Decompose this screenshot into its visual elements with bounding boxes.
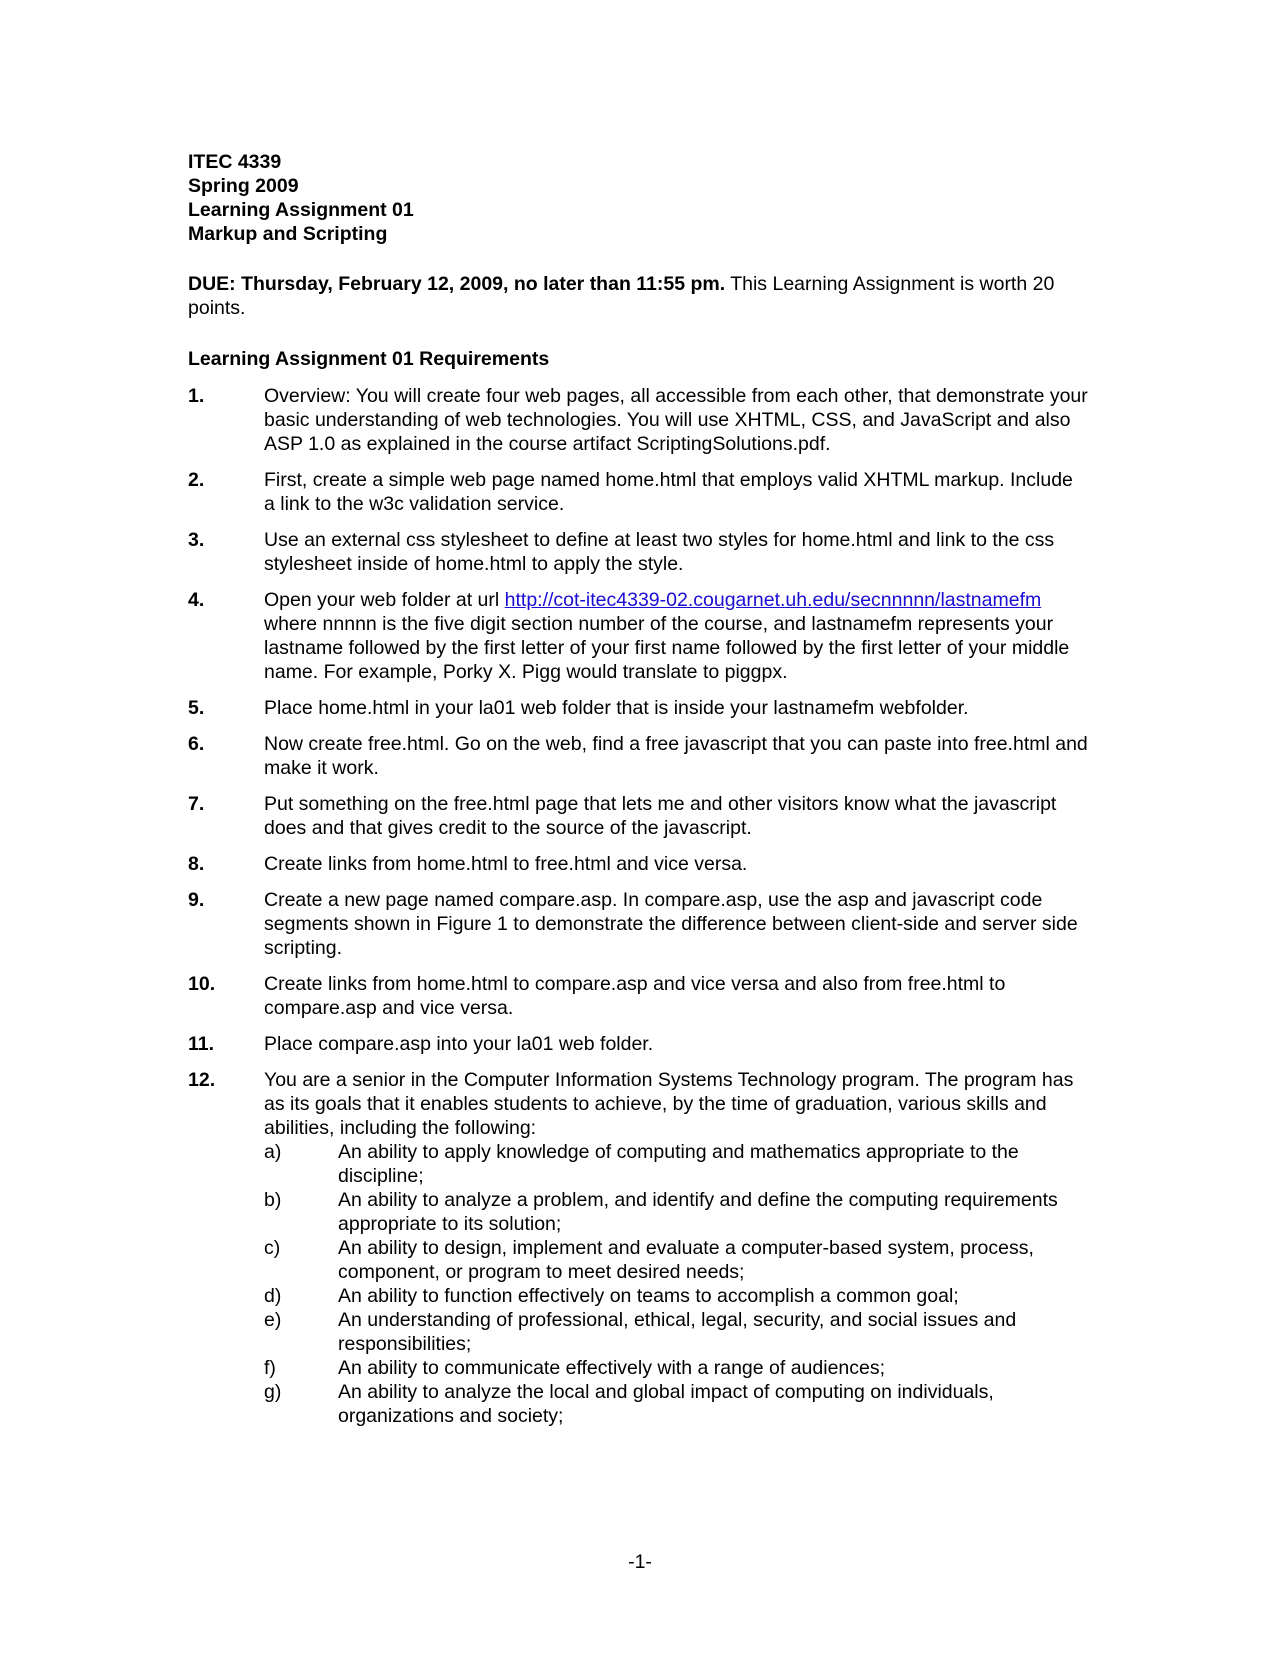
- list-item: [188, 732, 1088, 780]
- item-text-pre: Open your web folder at url: [264, 589, 505, 611]
- goal-text: An ability to communicate effectively with a range of audiences;: [338, 1357, 886, 1379]
- item-text: Create links from home.html to free.html and vice versa.: [264, 853, 748, 875]
- item-text: Place home.html in your la01 web folder that is inside your lastnamefm webfolder.: [264, 697, 969, 719]
- goal-letter: e): [264, 1309, 282, 1331]
- term: Spring 2009: [188, 175, 299, 197]
- goal-letter: b): [264, 1189, 282, 1211]
- item-number: 11.: [188, 1033, 215, 1055]
- goal-text: An understanding of professional, ethical, legal, security, and social issues and responsibilities;: [338, 1309, 1017, 1355]
- item-text: Create links from home.html to compare.asp and vice versa and also from free.html to compare.asp and vice versa.: [264, 973, 1006, 1019]
- web-folder-link[interactable]: http://cot-itec4339-02.cougarnet.uh.edu/secnnnnn/lastnamefm: [504, 589, 1042, 611]
- goal-text: An ability to analyze the local and global impact of computing on individuals, organizations and society;: [338, 1381, 994, 1427]
- program-goals-list: [264, 1140, 1088, 1428]
- item-number: 12.: [188, 1069, 216, 1091]
- goal-text: An ability to apply knowledge of computing and mathematics appropriate to the discipline;: [338, 1141, 1019, 1187]
- due-points: This Learning Assignment is worth 20 points.: [188, 273, 1055, 319]
- assignment-title: Learning Assignment 01: [188, 199, 414, 221]
- document-header: [188, 150, 414, 246]
- due-date: DUE: Thursday, February 12, 2009, no later than 11:55 pm.: [188, 273, 726, 295]
- goal-item: [264, 1284, 1088, 1308]
- item-number: 3.: [188, 529, 205, 551]
- goal-text: An ability to function effectively on teams to accomplish a common goal;: [338, 1285, 959, 1307]
- list-item: [188, 468, 1088, 516]
- goal-letter: g): [264, 1381, 282, 1403]
- item-text: First, create a simple web page named home.html that employs valid XHTML markup. Include a link to the w3c validation service.: [264, 469, 1073, 515]
- assignment-topic: Markup and Scripting: [188, 223, 388, 245]
- list-item: [188, 1068, 1088, 1428]
- list-item: [188, 588, 1088, 684]
- course-code: ITEC 4339: [188, 151, 282, 173]
- list-item: [188, 792, 1088, 840]
- goal-letter: f): [264, 1357, 276, 1379]
- list-item: [188, 696, 1088, 720]
- goal-item: [264, 1308, 1088, 1356]
- item-text: Now create free.html. Go on the web, find a free javascript that you can paste into free.html and make it work.: [264, 733, 1088, 779]
- list-item: [188, 852, 1088, 876]
- item-number: 6.: [188, 733, 205, 755]
- list-item: [188, 1032, 1088, 1056]
- goal-item: [264, 1236, 1088, 1284]
- requirements-list: [188, 384, 1088, 1440]
- page-number: -1-: [628, 1551, 652, 1573]
- requirements-heading: Learning Assignment 01 Requirements: [188, 348, 550, 370]
- item-text-post: where nnnnn is the five digit section number of the course, and lastnamefm represents your lastname followed by the first letter of your first name followed by the first letter of your middle name. For example, Porky X. Pigg would translate to piggpx.: [264, 613, 1070, 683]
- item-text: Place compare.asp into your la01 web folder.: [264, 1033, 654, 1055]
- goal-item: [264, 1356, 1088, 1380]
- item-number: 1.: [188, 385, 205, 407]
- due-statement: [188, 272, 1088, 320]
- item-text: Create a new page named compare.asp. In compare.asp, use the asp and javascript code segments shown in Figure 1 to demonstrate the difference between client-side and server side scripting.: [264, 889, 1078, 959]
- item-text: You are a senior in the Computer Information Systems Technology program. The program has as its goals that it enables students to achieve, by the time of graduation, various skills and abilities, including the following:: [264, 1069, 1074, 1139]
- item-number: 10.: [188, 973, 216, 995]
- list-item: [188, 384, 1088, 456]
- goal-item: [264, 1140, 1088, 1188]
- item-text: Use an external css stylesheet to define at least two styles for home.html and link to the css stylesheet inside of home.html to apply the style.: [264, 529, 1055, 575]
- list-item: [188, 528, 1088, 576]
- goal-item: [264, 1188, 1088, 1236]
- goal-letter: a): [264, 1141, 282, 1163]
- item-number: 9.: [188, 889, 205, 911]
- item-number: 5.: [188, 697, 205, 719]
- list-item: [188, 888, 1088, 960]
- goal-text: An ability to analyze a problem, and identify and define the computing requirements appropriate to its solution;: [338, 1189, 1058, 1235]
- goal-text: An ability to design, implement and evaluate a computer-based system, process, component, or program to meet desired needs;: [338, 1237, 1034, 1283]
- item-number: 8.: [188, 853, 205, 875]
- item-number: 7.: [188, 793, 205, 815]
- item-text: Put something on the free.html page that lets me and other visitors know what the javascript does and that gives credit to the source of the javascript.: [264, 793, 1057, 839]
- list-item: [188, 972, 1088, 1020]
- item-text: Overview: You will create four web pages, all accessible from each other, that demonstrate your basic understanding of web technologies. You will use XHTML, CSS, and JavaScript and also ASP 1.0 as explained in the course artifact ScriptingSolutions.pdf.: [264, 385, 1088, 455]
- item-number: 2.: [188, 469, 205, 491]
- item-text: [264, 588, 1088, 684]
- goal-letter: d): [264, 1285, 282, 1307]
- goal-letter: c): [264, 1237, 281, 1259]
- goal-item: [264, 1380, 1088, 1428]
- item-number: 4.: [188, 589, 205, 611]
